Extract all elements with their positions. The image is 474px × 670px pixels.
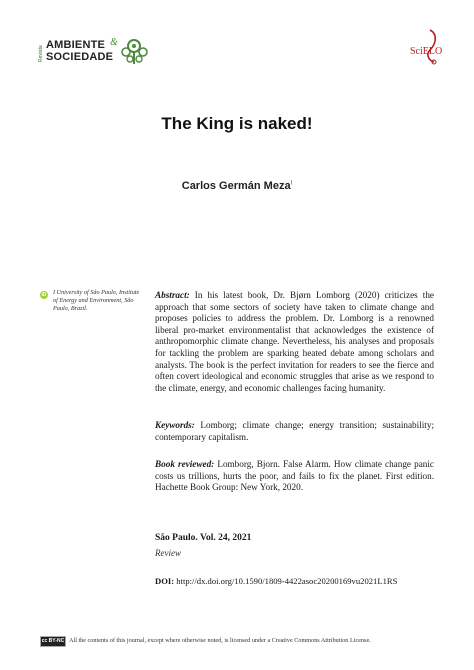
article-title: The King is naked!: [161, 114, 313, 133]
logo-line-ambiente: AMBIENTE: [46, 39, 106, 51]
journal-logo: [38, 36, 148, 66]
abstract-label: Abstract:: [155, 290, 190, 300]
book-reviewed-label: Book reviewed:: [155, 459, 215, 469]
publication-place-volume: São Paulo. Vol. 24, 2021: [155, 533, 252, 543]
book-reviewed-paragraph: [155, 459, 434, 494]
scielo-text: SciELO: [410, 46, 443, 57]
abstract-text: In his latest book, Dr. Bjørn Lomborg (2020) criticizes the approach that some sectors of society have taken to climate change and proposes policies to address the problem. Dr. Lomborg is a renowned liberal pro-market environmentalist that acknowledges the existence of anthropomorphic climate change. Nevertheless, his analyses and proposals for tackling the problem are sparking heated debate among scholars and analysts. The book is the perfect invitation for readers to see the fierce and often covert ideological and economic struggles that arise as we respond to the climate, energy, and economic challenges facing humanity.: [155, 290, 434, 393]
keywords-paragraph: [155, 420, 434, 443]
orcid-icon[interactable]: iD: [41, 292, 47, 298]
author-affiliation-marker: I: [290, 180, 293, 187]
creative-commons-icon[interactable]: cc BY-NC: [40, 636, 66, 647]
book-reviewed-text: Lomborg, Bjorn. False Alarm. How climate change panic costs us trillions, hurts the poor, and fails to fix the planet. First edition. Hachette Book Group: New York, 2020.: [155, 459, 434, 493]
doi-link[interactable]: http://dx.doi.org/10.1590/1809-4422asoc20200169vu2021L1RS: [174, 576, 398, 586]
license-text: All the contents of this journal, except where otherwise noted, is licensed under a Creative Commons Attribution License.: [69, 637, 371, 644]
scielo-logo: [410, 28, 444, 66]
doi-label: DOI:: [155, 576, 175, 586]
author-name: Carlos Germán Meza: [181, 180, 291, 192]
author-affiliation: I University of São Paulo, Institute of Energy and Environment, São Paulo, Brazil.: [53, 289, 140, 313]
tree-logo-icon: [120, 37, 150, 65]
article-type: Review: [155, 548, 181, 558]
keywords-label: Keywords:: [155, 420, 195, 430]
doi-line: [155, 576, 397, 586]
logo-line-sociedade: SOCIEDADE: [46, 51, 114, 63]
logo-ampersand: &: [110, 37, 118, 48]
author-line: [0, 180, 474, 192]
keywords-text: Lomborg; climate change; energy transition; sustainability; contemporary capitalism.: [155, 420, 434, 442]
abstract-paragraph: [155, 290, 434, 394]
logo-revista: Revista: [38, 45, 44, 62]
